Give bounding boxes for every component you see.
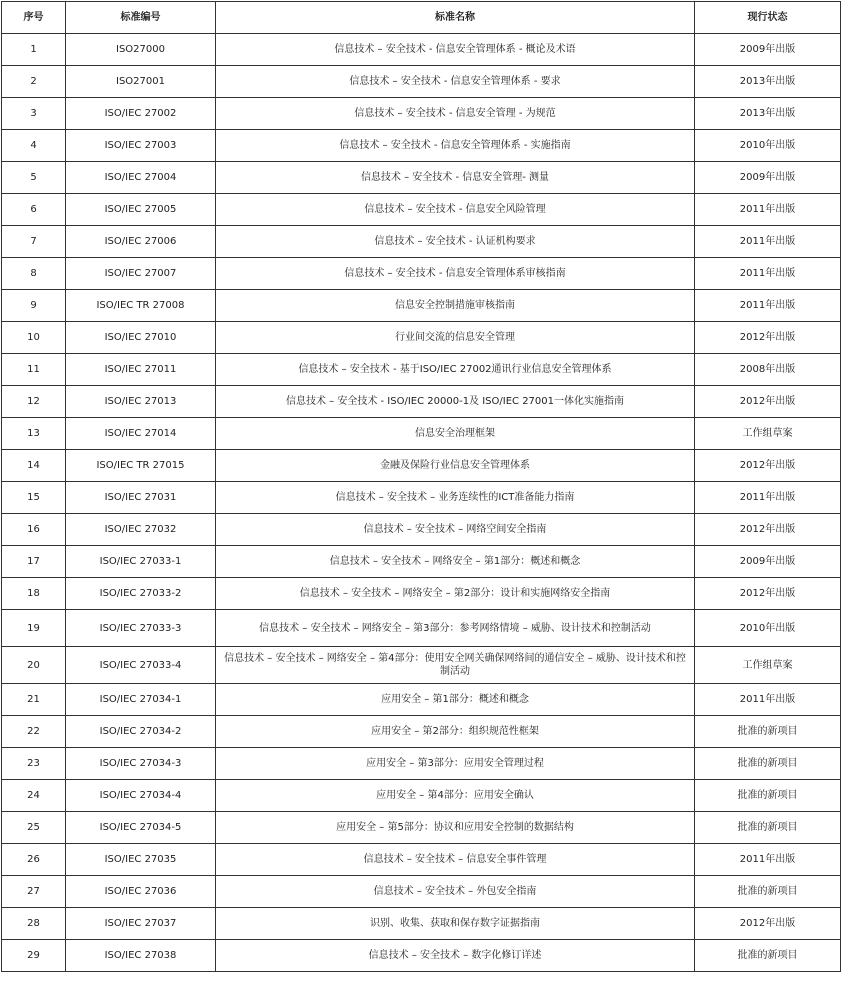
- cell-name: 识别、收集、获取和保存数字证据指南: [216, 908, 695, 940]
- cell-code: ISO/IEC 27031: [66, 482, 216, 514]
- cell-status: 批准的新项目: [695, 716, 841, 748]
- cell-index: 29: [2, 940, 66, 972]
- table-row: [2, 610, 841, 647]
- table-row: [2, 514, 841, 546]
- cell-index: 4: [2, 130, 66, 162]
- cell-status: 2011年出版: [695, 194, 841, 226]
- header-code: 标准编号: [66, 2, 216, 34]
- cell-code: ISO/IEC 27036: [66, 876, 216, 908]
- cell-code: ISO/IEC 27014: [66, 418, 216, 450]
- cell-index: 13: [2, 418, 66, 450]
- table-row: [2, 258, 841, 290]
- cell-name: 信息技术 – 安全技术 – 业务连续性的ICT准备能力指南: [216, 482, 695, 514]
- cell-code: ISO/IEC 27006: [66, 226, 216, 258]
- cell-status: 2010年出版: [695, 610, 841, 647]
- cell-code: ISO/IEC TR 27015: [66, 450, 216, 482]
- standards-table: [1, 1, 841, 972]
- cell-code: ISO/IEC 27033-4: [66, 647, 216, 684]
- cell-code: ISO/IEC 27034-2: [66, 716, 216, 748]
- cell-status: 批准的新项目: [695, 780, 841, 812]
- table-row: [2, 482, 841, 514]
- cell-status: 2011年出版: [695, 482, 841, 514]
- table-row: [2, 940, 841, 972]
- cell-index: 2: [2, 66, 66, 98]
- cell-name: 应用安全 – 第1部分：概述和概念: [216, 684, 695, 716]
- cell-code: ISO/IEC 27013: [66, 386, 216, 418]
- table-row: [2, 578, 841, 610]
- cell-status: 批准的新项目: [695, 876, 841, 908]
- table-row: [2, 386, 841, 418]
- cell-code: ISO/IEC 27005: [66, 194, 216, 226]
- cell-status: 2012年出版: [695, 450, 841, 482]
- header-index: 序号: [2, 2, 66, 34]
- cell-status: 2011年出版: [695, 844, 841, 876]
- table-row: [2, 876, 841, 908]
- cell-name: 信息技术 – 安全技术 - 认证机构要求: [216, 226, 695, 258]
- cell-index: 12: [2, 386, 66, 418]
- cell-index: 7: [2, 226, 66, 258]
- cell-name: 应用安全 – 第5部分：协议和应用安全控制的数据结构: [216, 812, 695, 844]
- cell-name: 应用安全 – 第3部分：应用安全管理过程: [216, 748, 695, 780]
- cell-status: 2010年出版: [695, 130, 841, 162]
- cell-name: 行业间交流的信息安全管理: [216, 322, 695, 354]
- header-name: 标准名称: [216, 2, 695, 34]
- cell-index: 21: [2, 684, 66, 716]
- table-row: [2, 322, 841, 354]
- cell-index: 20: [2, 647, 66, 684]
- cell-index: 14: [2, 450, 66, 482]
- table-row: [2, 812, 841, 844]
- cell-index: 3: [2, 98, 66, 130]
- cell-status: 2012年出版: [695, 514, 841, 546]
- cell-index: 6: [2, 194, 66, 226]
- cell-name: 应用安全 – 第2部分：组织规范性框架: [216, 716, 695, 748]
- cell-code: ISO/IEC 27034-1: [66, 684, 216, 716]
- cell-code: ISO/IEC 27034-4: [66, 780, 216, 812]
- cell-name: 信息技术 – 安全技术 - 信息安全管理体系审核指南: [216, 258, 695, 290]
- cell-status: 2008年出版: [695, 354, 841, 386]
- cell-index: 23: [2, 748, 66, 780]
- cell-name: 信息技术 – 安全技术 – 网络安全 – 第4部分：使用安全网关确保网络间的通信安全 – 威胁、设计技术和控制活动: [216, 647, 695, 684]
- table-row: [2, 647, 841, 684]
- cell-status: 2011年出版: [695, 290, 841, 322]
- cell-code: ISO/IEC 27011: [66, 354, 216, 386]
- cell-status: 2013年出版: [695, 66, 841, 98]
- cell-status: 2011年出版: [695, 226, 841, 258]
- table-row: [2, 34, 841, 66]
- cell-index: 1: [2, 34, 66, 66]
- cell-name: 信息技术 – 安全技术 – 信息安全事件管理: [216, 844, 695, 876]
- cell-index: 16: [2, 514, 66, 546]
- cell-status: 批准的新项目: [695, 748, 841, 780]
- table-row: [2, 354, 841, 386]
- cell-index: 25: [2, 812, 66, 844]
- cell-status: 2012年出版: [695, 578, 841, 610]
- cell-code: ISO27000: [66, 34, 216, 66]
- table-row: [2, 130, 841, 162]
- cell-code: ISO/IEC 27033-2: [66, 578, 216, 610]
- cell-name: 信息技术 – 安全技术 - 信息安全管理体系 - 概论及术语: [216, 34, 695, 66]
- cell-code: ISO/IEC 27033-3: [66, 610, 216, 647]
- cell-index: 15: [2, 482, 66, 514]
- cell-name: 信息技术 – 安全技术 - 信息安全管理体系 - 要求: [216, 66, 695, 98]
- cell-code: ISO/IEC 27034-5: [66, 812, 216, 844]
- cell-code: ISO/IEC 27007: [66, 258, 216, 290]
- table-row: [2, 226, 841, 258]
- cell-name: 信息技术 – 安全技术 - 信息安全风险管理: [216, 194, 695, 226]
- cell-code: ISO/IEC 27034-3: [66, 748, 216, 780]
- table-row: [2, 684, 841, 716]
- cell-status: 2009年出版: [695, 162, 841, 194]
- cell-name: 信息安全控制措施审核指南: [216, 290, 695, 322]
- cell-code: ISO/IEC 27004: [66, 162, 216, 194]
- cell-index: 8: [2, 258, 66, 290]
- cell-index: 26: [2, 844, 66, 876]
- cell-name: 信息技术 – 安全技术 - 信息安全管理- 测量: [216, 162, 695, 194]
- cell-code: ISO/IEC 27032: [66, 514, 216, 546]
- table-row: [2, 418, 841, 450]
- table-row: [2, 780, 841, 812]
- cell-index: 27: [2, 876, 66, 908]
- cell-status: 2013年出版: [695, 98, 841, 130]
- table-row: [2, 748, 841, 780]
- cell-index: 10: [2, 322, 66, 354]
- cell-code: ISO27001: [66, 66, 216, 98]
- cell-status: 工作组草案: [695, 647, 841, 684]
- table-row: [2, 66, 841, 98]
- table-row: [2, 908, 841, 940]
- cell-status: 批准的新项目: [695, 812, 841, 844]
- cell-index: 17: [2, 546, 66, 578]
- table-row: [2, 162, 841, 194]
- cell-code: ISO/IEC 27003: [66, 130, 216, 162]
- table-row: [2, 98, 841, 130]
- table-row: [2, 844, 841, 876]
- table-header-row: [2, 2, 841, 34]
- cell-code: ISO/IEC TR 27008: [66, 290, 216, 322]
- cell-status: 2012年出版: [695, 322, 841, 354]
- cell-status: 2011年出版: [695, 258, 841, 290]
- cell-code: ISO/IEC 27002: [66, 98, 216, 130]
- cell-name: 信息技术 – 安全技术 – 数字化修订详述: [216, 940, 695, 972]
- cell-code: ISO/IEC 27037: [66, 908, 216, 940]
- header-status: 现行状态: [695, 2, 841, 34]
- cell-status: 批准的新项目: [695, 940, 841, 972]
- cell-status: 2009年出版: [695, 34, 841, 66]
- cell-index: 24: [2, 780, 66, 812]
- table-row: [2, 194, 841, 226]
- cell-name: 应用安全 – 第4部分：应用安全确认: [216, 780, 695, 812]
- cell-name: 信息技术 – 安全技术 - ISO/IEC 20000-1及 ISO/IEC 27001一体化实施指南: [216, 386, 695, 418]
- cell-name: 信息安全治理框架: [216, 418, 695, 450]
- cell-code: ISO/IEC 27038: [66, 940, 216, 972]
- cell-status: 2009年出版: [695, 546, 841, 578]
- cell-status: 2011年出版: [695, 684, 841, 716]
- cell-name: 信息技术 – 安全技术 – 外包安全指南: [216, 876, 695, 908]
- cell-code: ISO/IEC 27033-1: [66, 546, 216, 578]
- cell-name: 信息技术 – 安全技术 – 网络安全 – 第2部分：设计和实施网络安全指南: [216, 578, 695, 610]
- table-row: [2, 290, 841, 322]
- table-body: [2, 34, 841, 972]
- cell-index: 5: [2, 162, 66, 194]
- cell-index: 11: [2, 354, 66, 386]
- cell-index: 22: [2, 716, 66, 748]
- cell-code: ISO/IEC 27010: [66, 322, 216, 354]
- cell-index: 19: [2, 610, 66, 647]
- cell-index: 9: [2, 290, 66, 322]
- cell-status: 工作组草案: [695, 418, 841, 450]
- cell-name: 信息技术 – 安全技术 - 信息安全管理 - 为规范: [216, 98, 695, 130]
- cell-name: 信息技术 – 安全技术 – 网络空间安全指南: [216, 514, 695, 546]
- table-row: [2, 546, 841, 578]
- cell-name: 金融及保险行业信息安全管理体系: [216, 450, 695, 482]
- cell-status: 2012年出版: [695, 386, 841, 418]
- cell-index: 18: [2, 578, 66, 610]
- cell-name: 信息技术 – 安全技术 - 基于ISO/IEC 27002通讯行业信息安全管理体系: [216, 354, 695, 386]
- cell-code: ISO/IEC 27035: [66, 844, 216, 876]
- cell-name: 信息技术 – 安全技术 – 网络安全 – 第3部分：参考网络情境 – 威胁、设计技术和控制活动: [216, 610, 695, 647]
- table-row: [2, 716, 841, 748]
- cell-index: 28: [2, 908, 66, 940]
- cell-status: 2012年出版: [695, 908, 841, 940]
- table-row: [2, 450, 841, 482]
- cell-name: 信息技术 – 安全技术 - 信息安全管理体系 - 实施指南: [216, 130, 695, 162]
- cell-name: 信息技术 – 安全技术 – 网络安全 – 第1部分：概述和概念: [216, 546, 695, 578]
